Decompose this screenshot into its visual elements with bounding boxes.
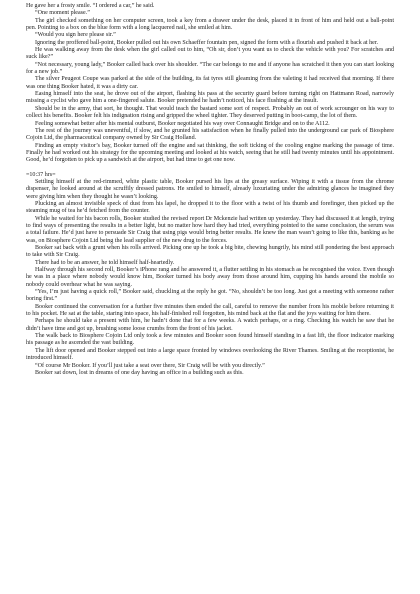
paragraph: The walk back to Biosphere Cojoin Ltd only took a few minutes and Booker soon found himself standing in a fast lift, the floor indicator marking his passage as he ascended the vast building. [26, 333, 394, 347]
paragraph: The girl checked something on her computer screen, took a key from a drawer under the desk, placed it in front of him and held out a ball-point pen. Pointing to a box on the blue form with a long lacquered nail, she smiled at him. [26, 17, 394, 32]
paragraph: While he waited for his bacon rolls, Booker studied the revised report Dr Mckenzie had written up yesterday. They had discussed it at length, trying to find ways of presenting the results in a better light, but no matter how hard they had tried, everything pointed to the same conclusion, the serum was a total failure. He’d just have to persuade Sir Craig that using pigs would bring better results. He knew the man wasn’t going to like this, banking as he was, on Biosphere Cojoin Ltd being the lead supplier of the new drug to the forces. [26, 215, 394, 244]
paragraph: He was walking away from the desk when the girl called out to him, “Oh sir, don’t you want us to check the vehicle with you? For scratches and suck like?” [26, 47, 394, 61]
paragraph: “Not necessary, young lady,” Booker called back over his shoulder. “The car belongs to me and if anyone has scratched it then you can start looking for a new job.” [26, 61, 394, 76]
paragraph: He gave her a frosty smile. “I ordered a car,” he said. [26, 3, 155, 9]
paragraph: There had to be an answer, he told himself half-heartedly. [35, 259, 175, 266]
paragraph: “Of course Mr Booker. If you’ll just take a seat over there, Sir Craig will be with you directly.” [35, 362, 265, 369]
paragraph: The lift door opened and Booker stepped out into a large space fronted by windows overlooking the River Thames. Smiling at the receptionist, he introduced himself. [26, 347, 394, 362]
paragraph: Booker sat down, lost in dreams of one day having an office in a building such as this. [35, 369, 244, 376]
paragraph: Easing himself into the seat, he drove out of the airport, flashing his pass at the security guard before turning right on Hattmann Road, narrowly missing a cyclist who gave him a one-fingered salute. Booker pretended he hadn’t noticed, his face flushing at the insult. [26, 91, 394, 105]
paragraph: The silver Peugeot Coupe was parked at the side of the building, its fat tyres still gleaming from the valeting it had received that morning. If there was one thing Booker hated, it was a dirty car. [26, 76, 394, 90]
paragraph: Finding an empty visitor’s bay, Booker turned off the engine and sat thinking, the soft ticking of the cooling engine marking the passage of time. Finally he had worked out his strategy for the upcoming meeting and looked at his watch, seeing that he still had twenty minutes until his appointment. Good, he’d forgotten to pick up a sandwich at the airport, but had time to get one now. [26, 142, 394, 164]
paragraph: Halfway through his second roll, Booker’s iPhone rang and he answered it, a flutter settling in his stomach as he recognised the voice. Even though he was in a place where nobody would know him, Booker turned his body away from those around him, cupping his hands around the mobile so nobody could overhear what he was saying. [26, 267, 394, 288]
paragraph: Settling himself at the red-rimmed, white plastic table, Booker pursed his lips at the greasy surface. Wiping it with a tissue from the chrome dispenser, he looked around at the scruffily dressed patrons. He smiled to himself, already luxuriating under the admiring glances he imagined they were giving him when they thought he wasn’t looking. [26, 178, 394, 200]
paragraph: The rest of the journey was uneventful, if slow, and he grunted his satisfaction when he finally pulled into the underground car park of Biosphere Cojoin Ltd, the pharmaceutical company owned by Sir Craig Holland. [26, 127, 394, 142]
paragraph: Feeling somewhat better after his mental outburst, Booker negotiated his way over Connaught Bridge and on to the A112. [35, 120, 330, 127]
paragraph: Plucking an almost invisible speck of dust from his lapel, he dropped it to the floor with a twist of his thumb and forefinger, then picked up the steaming mug of tea he’d fetched from the counter. [26, 200, 394, 215]
paragraph: Booker continued the conversation for a further five minutes then ended the call, careful to remove the number from his mobile before returning it to his pocket. He sat at the table, staring into space, his half-finished roll forgotten, his mind back at the flat and the joys waiting for him there. [26, 303, 394, 318]
section-one [26, 3, 394, 165]
section-two [26, 179, 394, 377]
paragraph: Perhaps he should take a present with him, he hadn’t done that for a few weeks. A watch perhaps, or a ring. Checking his watch he saw that he didn’t have time and got up, brushing some loose crumbs from the front of his jacket. [26, 318, 394, 332]
paragraph: “Yes, I’m just having a quick roll,” Booker said, chuckling at the reply he got. “No, shouldn’t be too long. Just got a meeting with someone rather boring first.” [26, 289, 394, 303]
paragraph: Should be in the army, that sort, he thought. That would teach the bastard some sort of respect. Probably an out of work scrounger on his way to collect his benefits. Booker felt his indignation rising and gripped the wheel tighter. They deserved putting in boot-camp, the lot of them. [26, 105, 394, 120]
paragraph: “Would you sign here please sir.” [35, 32, 116, 39]
paragraph: Ignoring the proffered ball-point, Booker pulled out his own Schaeffer fountain pen, signed the form with a flourish and pushed it back at her. [35, 39, 379, 46]
paragraph: Booker sat back with a grunt when his rolls arrived. Picking one up he took a big bite, chewing hungrily, his mind still pondering the best approach to take with Sir Craig. [26, 245, 394, 259]
section-break [26, 165, 394, 172]
paragraph: “One moment please.” [35, 10, 90, 17]
time-marker: =10:37 hrs= [26, 171, 56, 178]
